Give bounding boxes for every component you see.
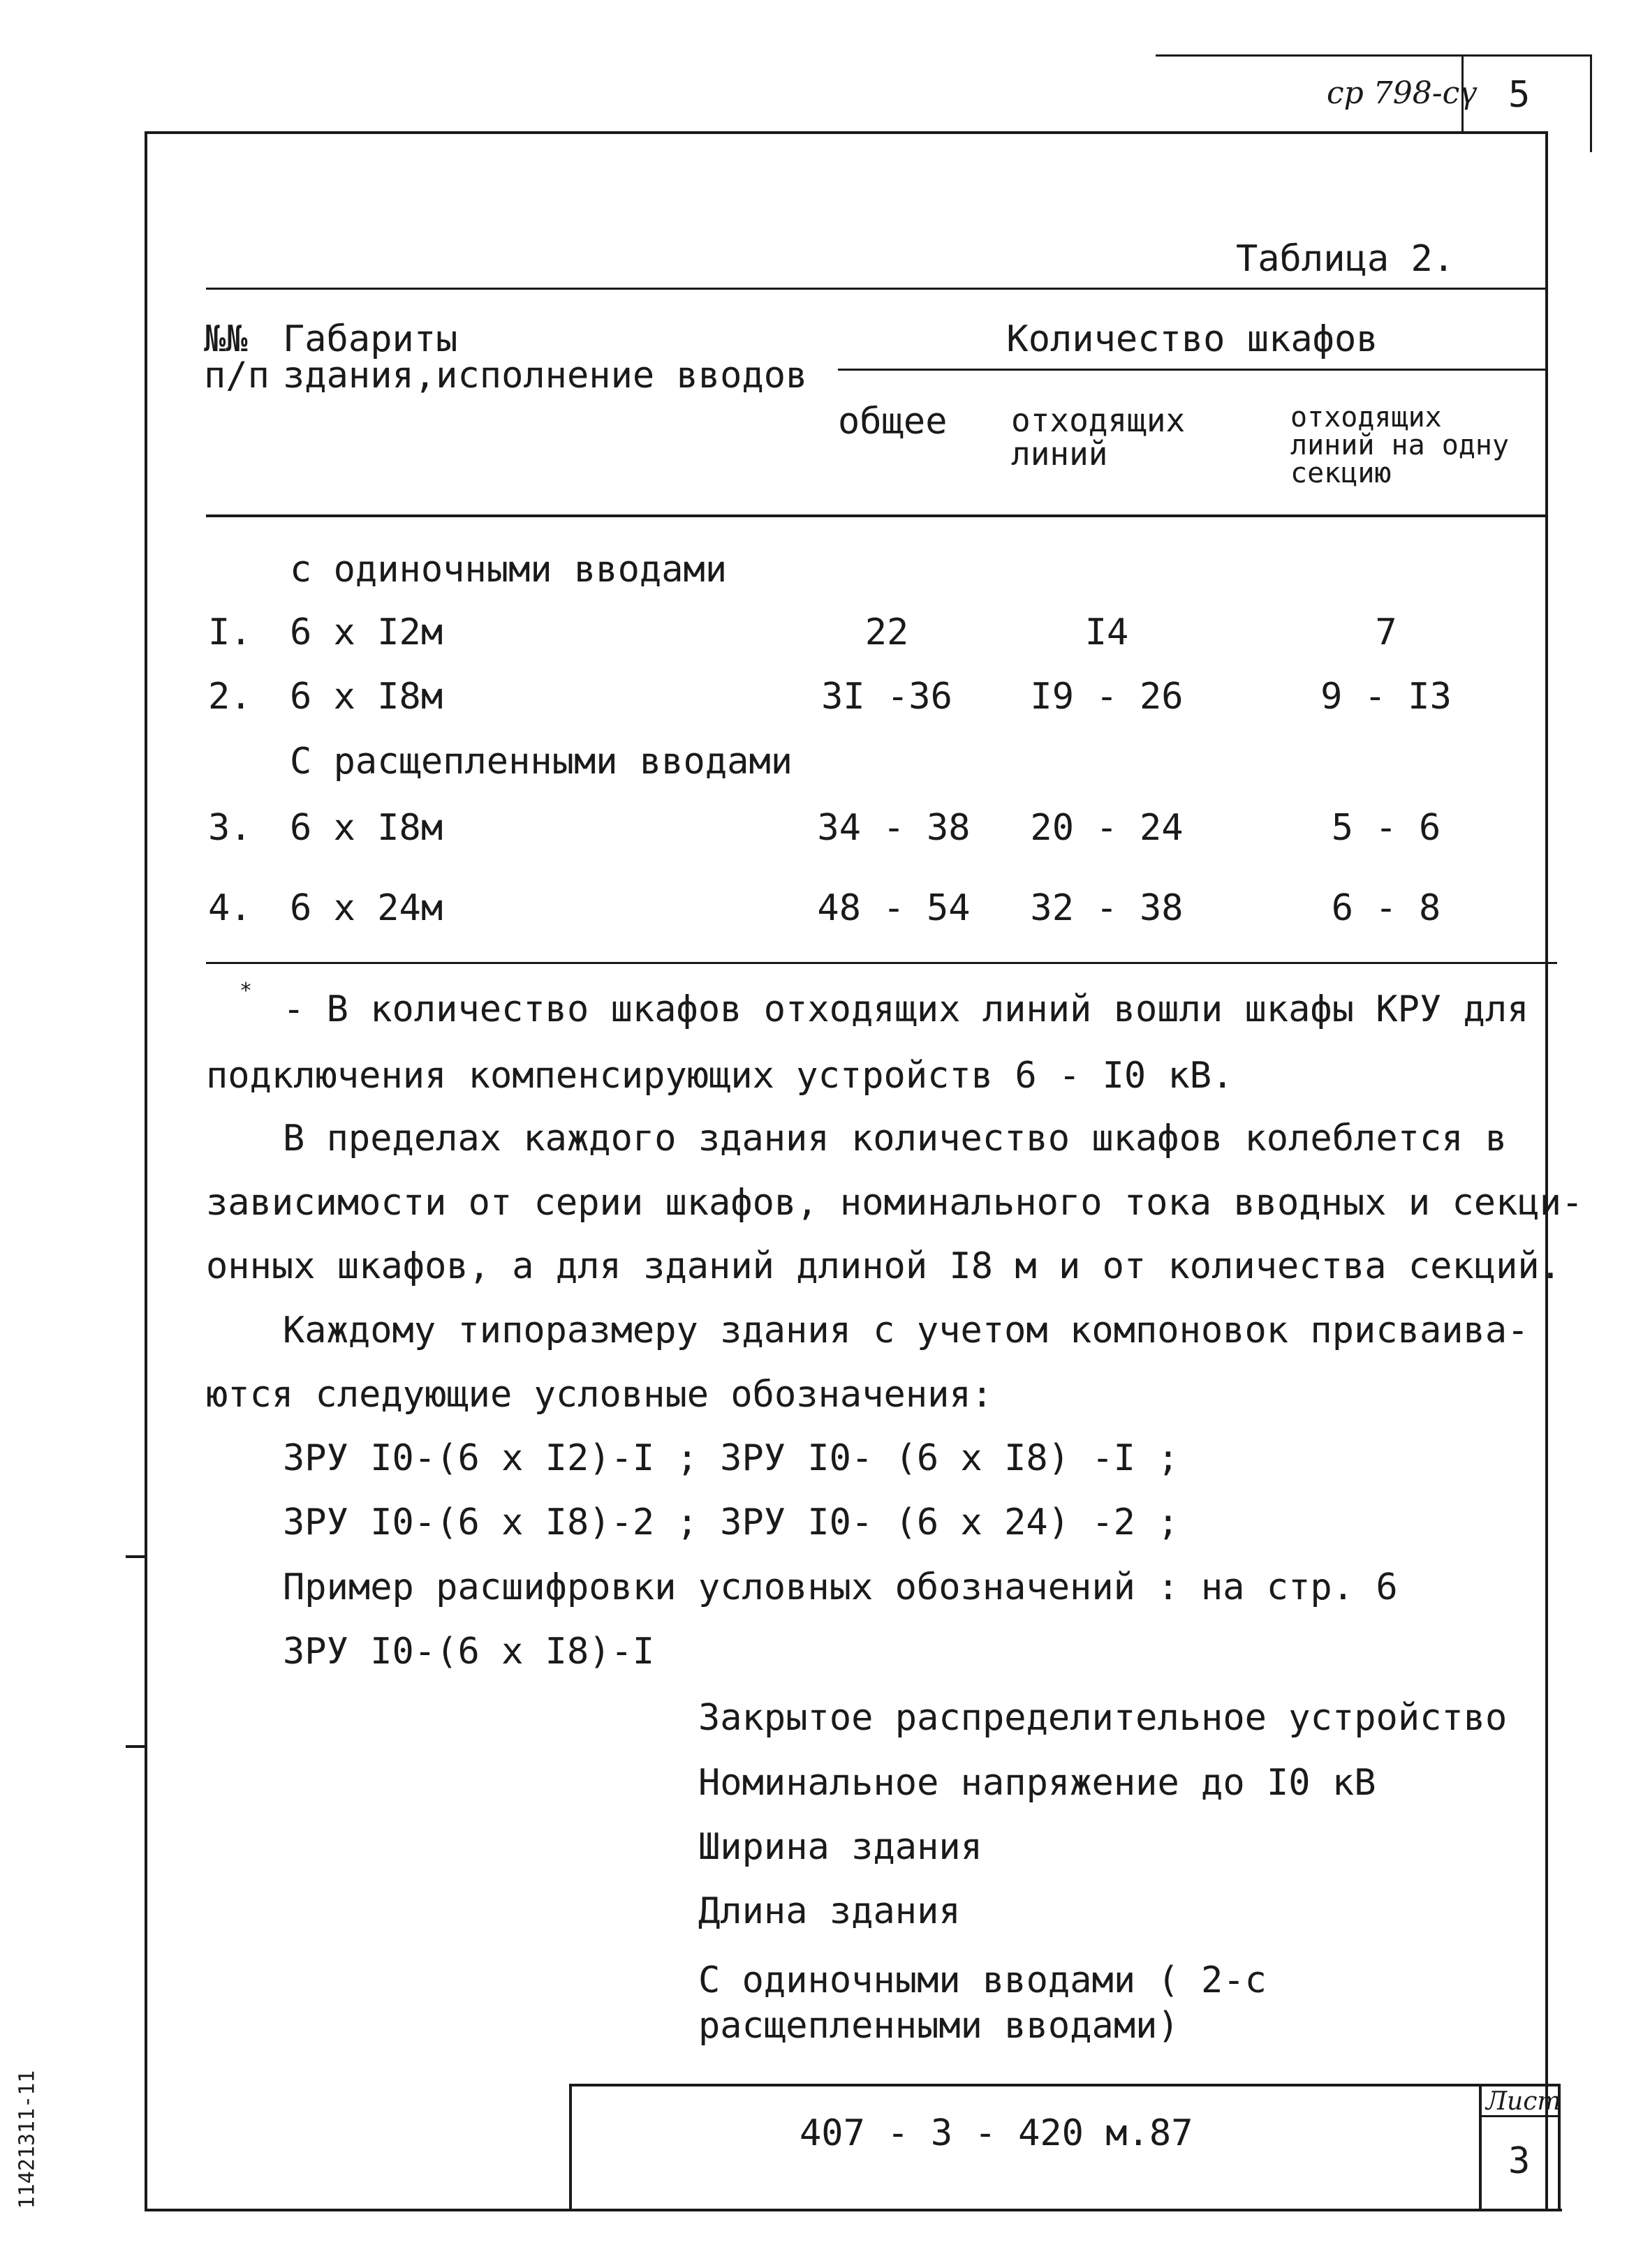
row-num: 3. [208,807,252,849]
header-col-num [204,318,281,396]
section-title: С расщепленными вводами [290,741,793,783]
corner-top-rule [1156,54,1592,57]
legend-item: Номинальное напряжение до I0 кВ [698,1762,1376,1804]
note-asterisk: * [240,979,253,1003]
row-num: 4. [208,887,252,929]
row-per-section: 7 [1375,612,1397,653]
header-col-outgoing [1011,403,1235,471]
margin-code: 11421311-11 [15,2070,40,2209]
row-per-section: 9 - I3 [1320,676,1452,718]
corner-page-number: 5 [1508,74,1531,116]
row-total: 34 - 38 [817,807,971,849]
frame-top [145,131,1548,134]
header-col-outgoing-label: отходящих линий [1011,401,1186,473]
row-outgoing: I9 - 26 [1030,676,1184,718]
note-line-1: - В количество шкафов отходящих линий вошли шкафы КРУ для [283,988,1529,1030]
header-col-per-section-label: отходящих линий на одну секцию [1290,401,1510,489]
row-outgoing: 32 - 38 [1030,887,1184,929]
stamp-doc-code: 407 - 3 - 420 м.87 [800,2112,1193,2154]
group-under-rule [838,369,1547,371]
table-caption: Таблица 2. [1236,238,1455,280]
stamp-left-rule [569,2084,572,2211]
stamp-top-rule [569,2084,1561,2087]
row-size: 6 х 24м [290,887,443,929]
paragraph-line: Каждому типоразмеру здания с учетом компоновок присваива- [283,1310,1529,1351]
row-size: 6 х I8м [290,807,443,849]
header-col-per-section [1290,403,1542,487]
legend-item: Закрытое распределительное устройство [698,1697,1508,1739]
header-col-dimensions-label: Габариты здания,исполнение вводов [283,318,808,396]
paragraph-line: В пределах каждого здания количество шкафов колеблется в [283,1118,1508,1159]
handwritten-code: ср 798-сү [1327,75,1478,111]
stamp-sheet-number: 3 [1508,2140,1531,2182]
header-group-title: Количество шкафов [1006,318,1378,360]
table-top-rule [206,288,1547,290]
example-code: ЗРУ I0-(6 х I8)-I [283,1631,655,1673]
row-per-section: 5 - 6 [1331,807,1441,849]
row-num: I. [208,612,252,653]
code-line-2: ЗРУ I0-(6 х I8)-2 ; ЗРУ I0- (6 х 24) -2 ; [283,1502,1179,1543]
row-outgoing: 20 - 24 [1030,807,1184,849]
row-total: 48 - 54 [817,887,971,929]
header-col-dimensions [283,318,827,396]
row-size: 6 х I8м [290,676,443,718]
legend-item-label: С одиночными вводами ( 2-с расщепленными вводами) [698,1959,1267,2047]
stamp-sheet-divider [1479,2084,1482,2211]
row-total: 3I -36 [821,676,952,718]
header-col-num-label: №№ п/п [204,318,270,396]
paragraph-line: ются следующие условные обозначения: [206,1374,994,1416]
legend-item: Длина здания [698,1890,961,1932]
legend-item [698,1958,1522,2049]
legend-item: Ширина здания [698,1826,982,1868]
row-size: 6 х I2м [290,612,443,653]
stamp-sheet-label: Лист [1486,2087,1561,2116]
section-title: с одиночными вводами [290,549,728,591]
frame-right [1545,131,1548,2211]
header-col-total: общее [838,401,948,443]
example-intro: Пример расшифровки условных обозначений : на стр. 6 [283,1566,1398,1608]
frame-bottom [145,2209,1562,2211]
code-line-1: ЗРУ I0-(6 х I2)-I ; ЗРУ I0- (6 х I8) -I ; [283,1437,1179,1479]
margin-tick-2 [126,1745,147,1748]
row-total: 22 [864,612,909,653]
margin-tick-1 [126,1555,147,1558]
frame-left [145,131,147,2211]
corner-right-edge [1590,54,1592,152]
table-bottom-rule [206,962,1557,964]
row-per-section: 6 - 8 [1331,887,1441,929]
row-num: 2. [208,676,252,718]
paragraph-line: зависимости от серии шкафов, номинального тока вводных и секци- [206,1182,1584,1224]
row-outgoing: I4 [1084,612,1129,653]
header-bottom-rule [206,514,1547,517]
paragraph-line: онных шкафов, а для зданий длиной I8 м и от количества секций. [206,1245,1562,1287]
note-line-2: подключения компенсирующих устройств 6 - I0 кВ. [206,1055,1234,1097]
